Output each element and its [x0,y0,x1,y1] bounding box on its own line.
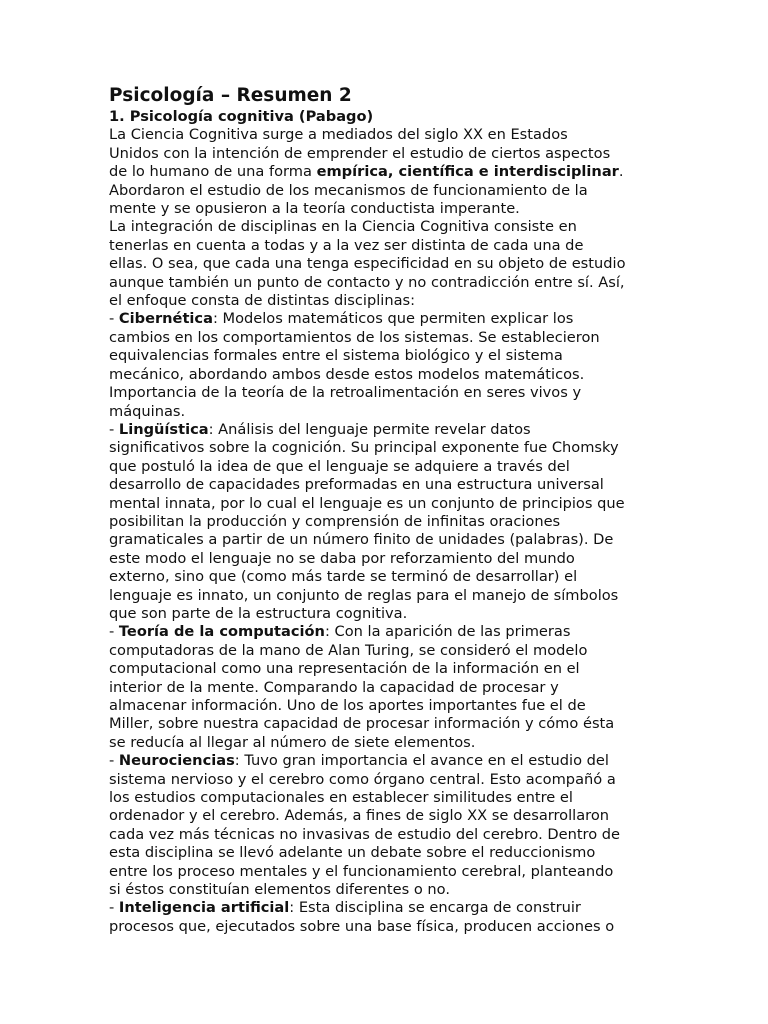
text-run: computacional como una representación de la información en el [109,660,580,678]
text-run: : Tuvo gran importancia el avance en el estudio del [234,752,609,770]
text-line [109,421,659,439]
text-run: que son parte de la estructura cognitiva. [109,604,408,622]
text-line [109,218,659,236]
bold-term: Neurociencias [118,752,235,770]
text-run: Abordaron el estudio de los mecanismos de funcionamiento de la [109,181,588,199]
text-run: tenerlas en cuenta a todas y a la vez ser distinta de cada una de [109,236,584,254]
text-line [109,752,659,770]
text-line [109,458,659,476]
bold-term: Teoría de la computación [118,623,325,641]
text-run: computadoras de la mano de Alan Turing, se consideró el modelo [109,641,588,659]
text-run: el enfoque consta de distintas disciplinas: [109,292,416,310]
bold-term: Inteligencia artificial [118,899,290,917]
text-line [109,899,659,917]
text-line [109,182,659,200]
text-run: ellas. O sea, que cada una tenga especificidad en su objeto de estudio [109,255,626,273]
text-line [109,771,659,789]
text-run: que postuló la idea de que el lenguaje se adquiere a través del [109,457,570,475]
text-run: Importancia de la teoría de la retroalimentación en seres vivos y [109,384,582,402]
text-line [109,476,659,494]
text-line [109,163,659,181]
text-line [109,623,659,641]
text-run: mecánico, abordando ambos desde estos modelos matemáticos. [109,365,585,383]
text-line [109,384,659,402]
text-run: La Ciencia Cognitiva surge a mediados del siglo XX en Estados [109,126,568,144]
text-run: de lo humano de una forma [109,163,317,181]
text-line [109,126,659,144]
text-line [109,826,659,844]
text-line [109,403,659,421]
bold-term: Cibernética [118,310,213,328]
text-line [109,881,659,899]
text-run: interior de la mente. Comparando la capacidad de procesar y [109,678,559,696]
text-run: sistema nervioso y el cerebro como órgano central. Esto acompañó a [109,770,616,788]
text-line [109,587,659,605]
text-run: : Esta disciplina se encarga de construir [289,899,581,917]
section-heading: 1. Psicología cognitiva (Pabago) [109,108,374,125]
text-run: aunque también un punto de contacto y no contradicción entre sí. Así, [109,273,625,291]
text-line [109,918,659,936]
text-run: este modo el lenguaje no se daba por reforzamiento del mundo [109,549,575,567]
text-run: : Análisis del lenguaje permite revelar datos [208,420,531,438]
text-run: equivalencias formales entre el sistema biológico y el sistema [109,347,563,365]
text-run: - [109,899,119,917]
text-line [109,605,659,623]
text-run: significativos sobre la cognición. Su principal exponente fue Chomsky [109,439,619,457]
text-run: - [109,420,119,438]
text-run: Miller, sobre nuestra capacidad de procesar información y cómo ésta [109,715,615,733]
text-line [109,679,659,697]
text-run: La integración de disciplinas en la Ciencia Cognitiva consiste en [109,218,577,236]
text-line [109,734,659,752]
text-run: : Modelos matemáticos que permiten explicar los [212,310,574,328]
text-run: - [109,623,119,641]
text-run: - [109,752,119,770]
text-line [109,439,659,457]
text-run: máquinas. [109,402,186,420]
text-line [109,274,659,292]
text-line [109,863,659,881]
text-run: . [618,163,624,181]
text-run: Unidos con la intención de emprender el estudio de ciertos aspectos [109,144,611,162]
text-line [109,513,659,531]
text-run: cambios en los comportamientos de los sistemas. Se establecieron [109,328,600,346]
text-line [109,310,659,328]
text-run: mente y se opusieron a la teoría conductista imperante. [109,200,520,218]
text-run: externo, sino que (como más tarde se terminó de desarrollar) el [109,568,578,586]
text-line [109,660,659,678]
text-line [109,807,659,825]
text-line [109,715,659,733]
text-run: entre los proceso mentales y el funcionamiento cerebral, planteando [109,862,614,880]
text-run: procesos que, ejecutados sobre una base física, producen acciones o [109,917,615,935]
text-line [109,844,659,862]
text-run: gramaticales a partir de un número finito de unidades (palabras). De [109,531,614,549]
text-line [109,642,659,660]
text-line [109,292,659,310]
text-run: cada vez más técnicas no invasivas de estudio del cerebro. Dentro de [109,825,621,843]
text-run: ordenador y el cerebro. Además, a fines de siglo XX se desarrollaron [109,807,610,825]
text-run: posibilitan la producción y comprensión de infinitas oraciones [109,512,561,530]
text-line [109,568,659,586]
text-line [109,697,659,715]
document-page [109,84,659,936]
bold-term: Lingüística [118,420,209,438]
document-body [109,126,659,936]
text-line [109,495,659,513]
text-line [109,255,659,273]
text-run: se reducía al llegar al número de siete elementos. [109,733,476,751]
text-line [109,347,659,365]
bold-term: empírica, científica e interdisciplinar [316,163,619,181]
text-run: esta disciplina se llevó adelante un debate sobre el reduccionismo [109,844,596,862]
text-run: : Con la aparición de las primeras [324,623,571,641]
text-line [109,366,659,384]
text-run: lenguaje es innato, un conjunto de reglas para el manejo de símbolos [109,586,619,604]
text-line [109,550,659,568]
text-line [109,789,659,807]
text-run: - [109,310,119,328]
text-run: desarrollo de capacidades preformadas en una estructura universal [109,476,604,494]
text-run: almacenar información. Uno de los aportes importantes fue el de [109,697,586,714]
text-line [109,145,659,163]
text-run: si éstos constituían elementos diferentes o no. [109,881,450,899]
text-line [109,531,659,549]
text-line [109,329,659,347]
text-line [109,237,659,255]
text-run: mental innata, por lo cual el lenguaje es un conjunto de principios que [109,494,625,512]
text-line [109,200,659,218]
document-title: Psicología – Resumen 2 [109,85,352,106]
text-run: los estudios computacionales en establecer similitudes entre el [109,789,573,807]
